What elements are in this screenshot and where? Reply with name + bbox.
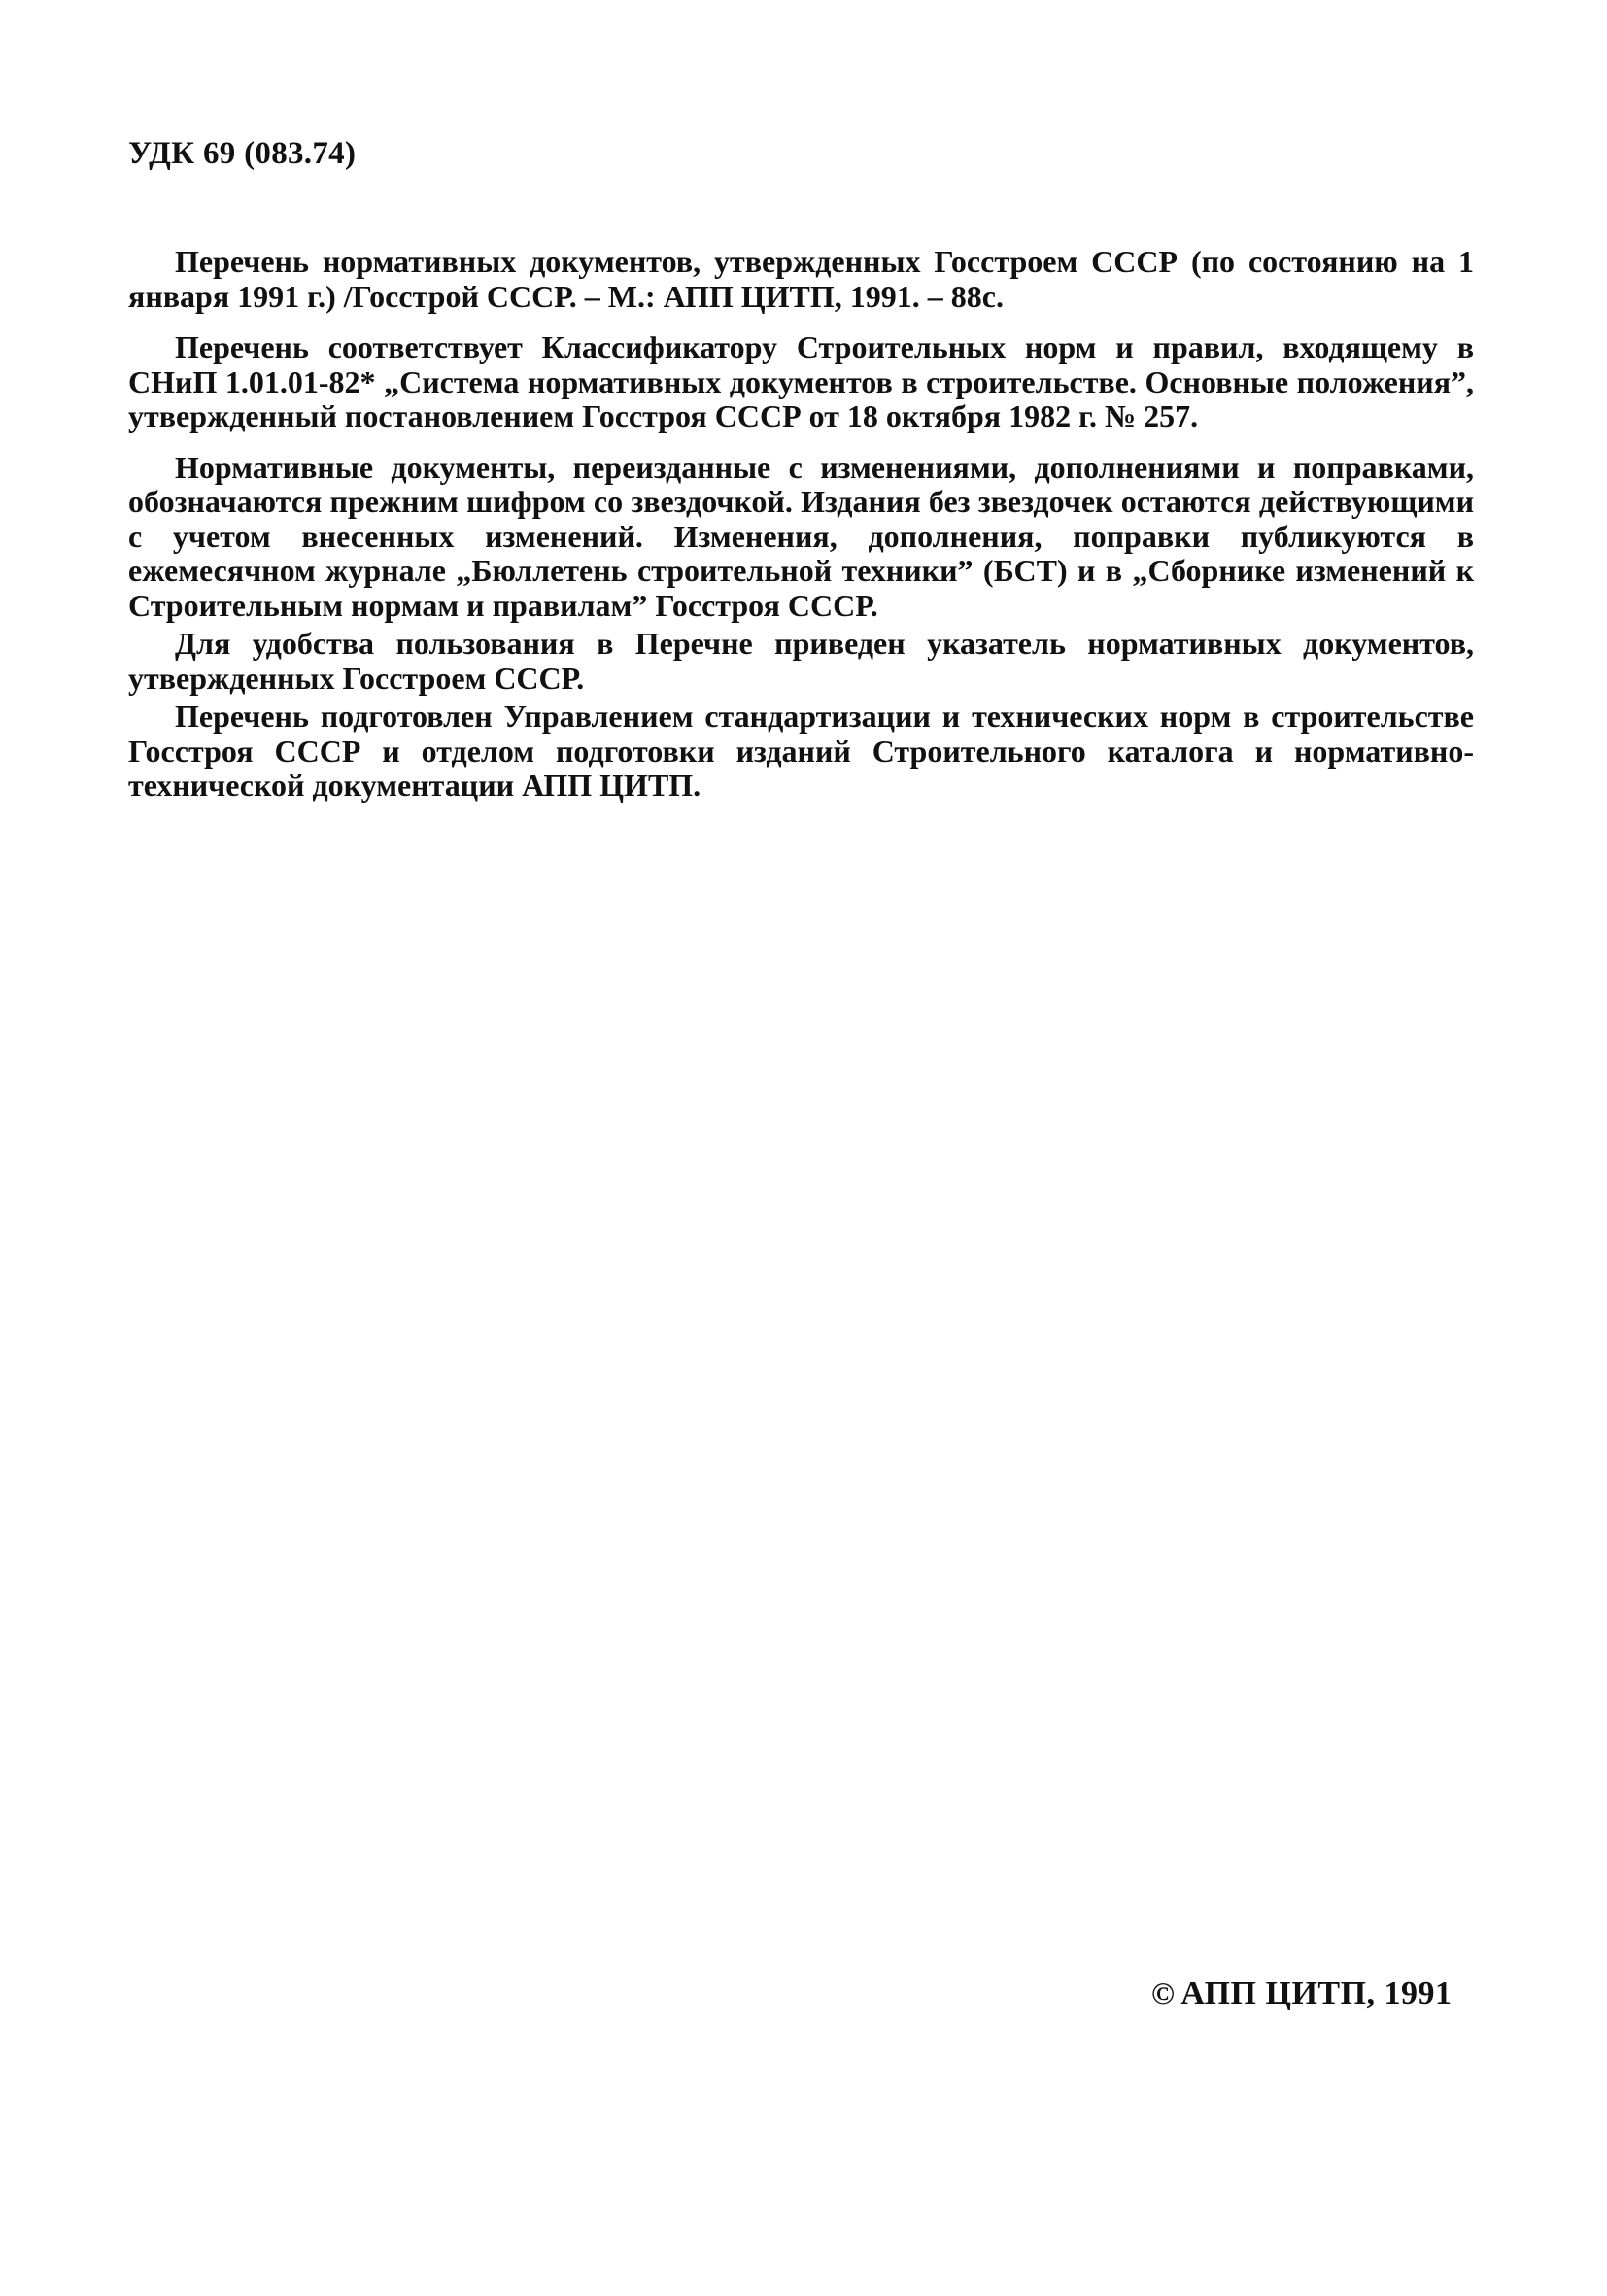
- udk-code: УДК 69 (083.74): [128, 136, 357, 171]
- paragraph-index-note: Для удобства пользования в Перечне приведен указатель нормативных документов, утвержденных Госстроем СССР.: [128, 626, 1474, 696]
- copyright-text: АПП ЦИТП, 1991: [1180, 1975, 1453, 2011]
- copyright-icon: ©: [1151, 1975, 1176, 2010]
- document-body: [128, 245, 1474, 804]
- paragraph-classifier: Перечень соответствует Классификатору Строительных норм и правил, входящему в СНиП 1.01.01-82* „Система нормативных документов в строительстве. Основные положения”, утвержденный постановлением Госстроя СССР от 18 октября 1982 г. № 257.: [128, 329, 1474, 433]
- paragraph-revisions: Нормативные документы, переизданные с изменениями, дополнениями и поправками, обозначаются прежним шифром со звездочкой. Издания без звездочек остаются действующими с учетом внесенных изменений. Изменения, дополнения, поправки публикуются в ежемесячном журнале „Бюллетень строительной техники” (БСТ) и в „Сборнике изменений к Строительным нормам и правилам” Госстроя СССР.: [128, 449, 1474, 623]
- copyright-notice: [1151, 1975, 1453, 2012]
- paragraph-bibliographic-description: Перечень нормативных документов, утвержденных Госстроем СССР (по состоянию на 1 января 1991 г.) /Госстрой СССР. – М.: АПП ЦИТП, 1991. – 88с.: [128, 244, 1474, 314]
- paragraph-prepared-by: Перечень подготовлен Управлением стандартизации и технических норм в строительстве Госстроя СССР и отделом подготовки изданий Строительного каталога и нормативно-технической документации АПП ЦИТП.: [128, 699, 1474, 803]
